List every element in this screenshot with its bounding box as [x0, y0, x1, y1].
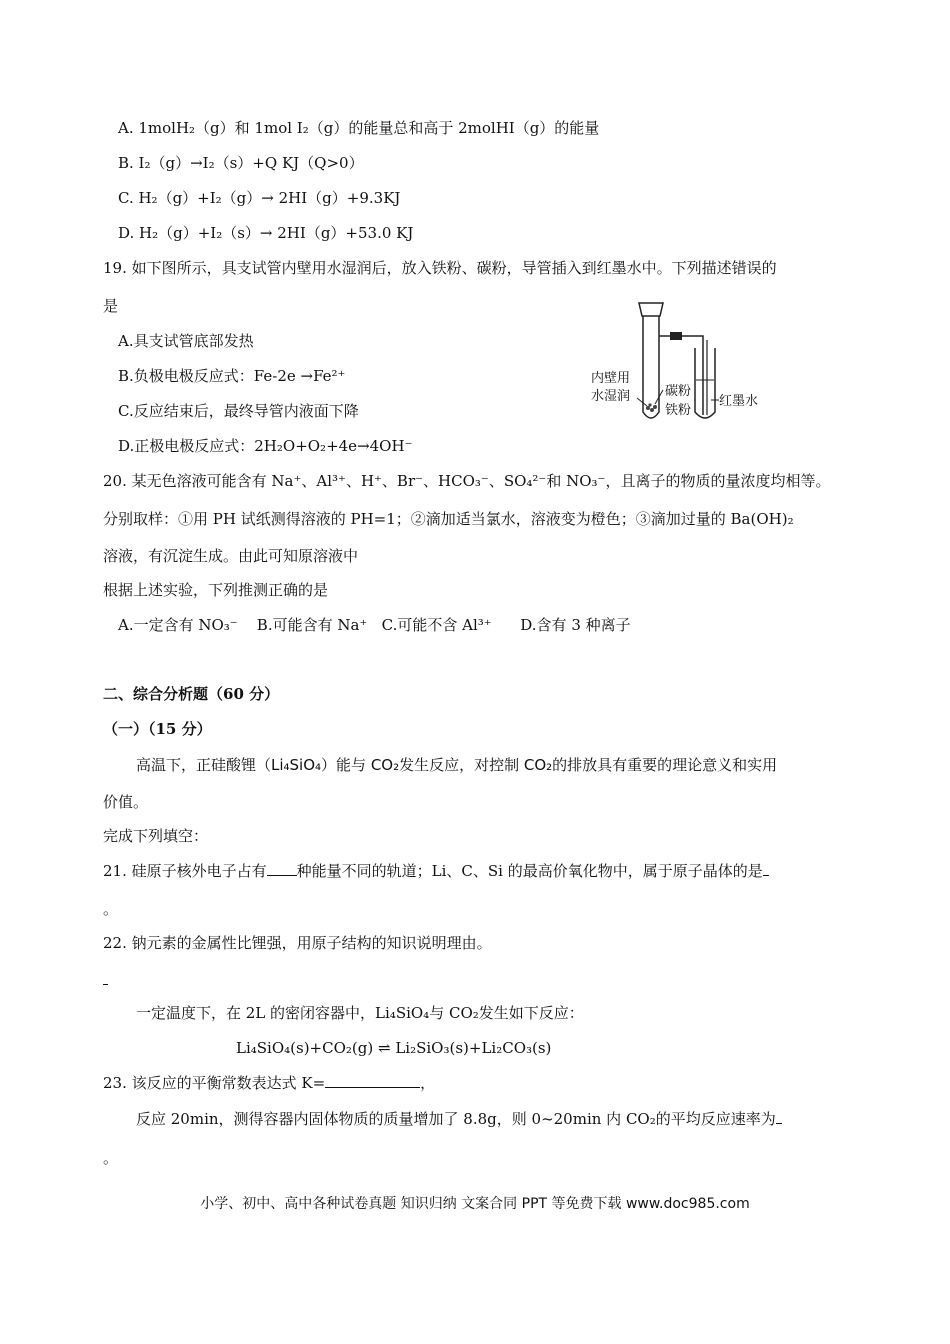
q21-blank-2[interactable] [763, 861, 769, 876]
q19-stem-line1: 19. 如下图所示，具支试管内壁用水湿润后，放入铁粉、碳粉，导管插入到红墨水中。下列描述错误的 [103, 259, 777, 277]
q21-end: 。 [103, 900, 119, 918]
fill-prompt: 完成下列填空： [103, 827, 209, 845]
rubber-connector [670, 332, 682, 340]
q21-blank-1[interactable] [267, 861, 297, 876]
q20-line4: 根据上述实验，下列推测正确的是 [103, 581, 329, 599]
reaction-equation: Li₄SiO₄(s)+CO₂(g) ⇌ Li₂SiO₃(s)+Li₂CO₃(s) [236, 1039, 552, 1057]
q18-option-c: C. H₂（g）+I₂（g）→ 2HI（g）+9.3KJ [118, 189, 401, 207]
ink-tube [695, 348, 715, 418]
q23-line [103, 1073, 435, 1093]
q23-blank-rate[interactable] [776, 1109, 782, 1124]
label-carbon: 碳粉 [665, 384, 692, 399]
q21-text-a: 21. 硅原子核外电子占有 [103, 862, 267, 880]
q21-line [103, 861, 769, 881]
section2-intro-line1: 高温下，正硅酸锂（Li₄SiO₄）能与 CO₂发生反应，对控制 CO₂的排放具有重要的理论意义和实用 [136, 756, 778, 774]
q23-line2: 反应 20min，测得容器内固体物质的质量增加了 8.8g，则 0~20min 内 CO₂的平均反应速率为 [136, 1110, 776, 1128]
q19-option-b: B.负极电极反应式：Fe-2e →Fe²⁺ [118, 367, 346, 385]
q20-line1: 20. 某无色溶液可能含有 Na⁺、Al³⁺、H⁺、Br⁻、HCO₃⁻、SO₄²⁻和 NO₃⁻，且离子的物质的量浓度均相等。 [103, 472, 831, 490]
q18-option-a: A. 1molH₂（g）和 1mol I₂（g）的能量总和高于 2molHI（g）的能量 [118, 119, 600, 137]
q23-line2-wrap [136, 1109, 782, 1129]
q22-answer-blank[interactable] [103, 984, 108, 985]
page-footer: 小学、初中、高中各种试卷真题 知识归纳 文案合同 PPT 等免费下载 www.doc985.com [200, 1196, 750, 1212]
section2-title: 二、综合分析题（60 分） [103, 685, 280, 703]
apparatus-figure [585, 300, 765, 425]
q19-option-c: C.反应结束后，最终导管内液面下降 [118, 402, 359, 420]
section2-intro-line2: 价值。 [103, 793, 149, 811]
label-iron: 铁粉 [665, 403, 692, 418]
section2-part1: （一）（15 分） [103, 720, 212, 738]
q19-option-d: D.正极电极反应式：2H₂O+O₂+4e→4OH⁻ [118, 437, 413, 455]
q22-text: 22. 钠元素的金属性比锂强，用原子结构的知识说明理由。 [103, 934, 492, 952]
label-wall-2: 水湿润 [591, 389, 631, 404]
q23-comma: ， [420, 1074, 436, 1092]
branched-test-tube [643, 316, 659, 418]
q23-blank-k[interactable] [325, 1073, 420, 1088]
q20-options: A.一定含有 NO₃⁻ B.可能含有 Na⁺ C.可能不含 Al³⁺ D.含有 3 种离子 [118, 616, 631, 634]
q23-text: 23. 该反应的平衡常数表达式 K= [103, 1074, 326, 1092]
q21-text-b: 种能量不同的轨道；Li、C、Si 的最高价氧化物中，属于原子晶体的是 [296, 862, 763, 880]
q20-line3: 溶液，有沉淀生成。由此可知原溶液中 [103, 547, 359, 565]
q19-stem-line2: 是 [103, 297, 119, 315]
q18-option-d: D. H₂（g）+I₂（s）→ 2HI（g）+53.0 KJ [118, 224, 414, 242]
label-ink: 红墨水 [719, 394, 759, 409]
q18-option-b: B. I₂（g）→I₂（s）+Q KJ（Q>0） [118, 154, 364, 172]
q19-option-a: A.具支试管底部发热 [118, 332, 254, 350]
q20-line2: 分别取样：①用 PH 试纸测得溶液的 PH=1；②滴加适当氯水，溶液变为橙色；③滴加过量的 Ba(OH)₂ [103, 510, 794, 528]
label-wall-1: 内壁用 [591, 371, 631, 386]
q23-end: 。 [103, 1149, 119, 1167]
reaction-intro: 一定温度下，在 2L 的密闭容器中，Li₄SiO₄与 CO₂发生如下反应： [136, 1004, 584, 1022]
